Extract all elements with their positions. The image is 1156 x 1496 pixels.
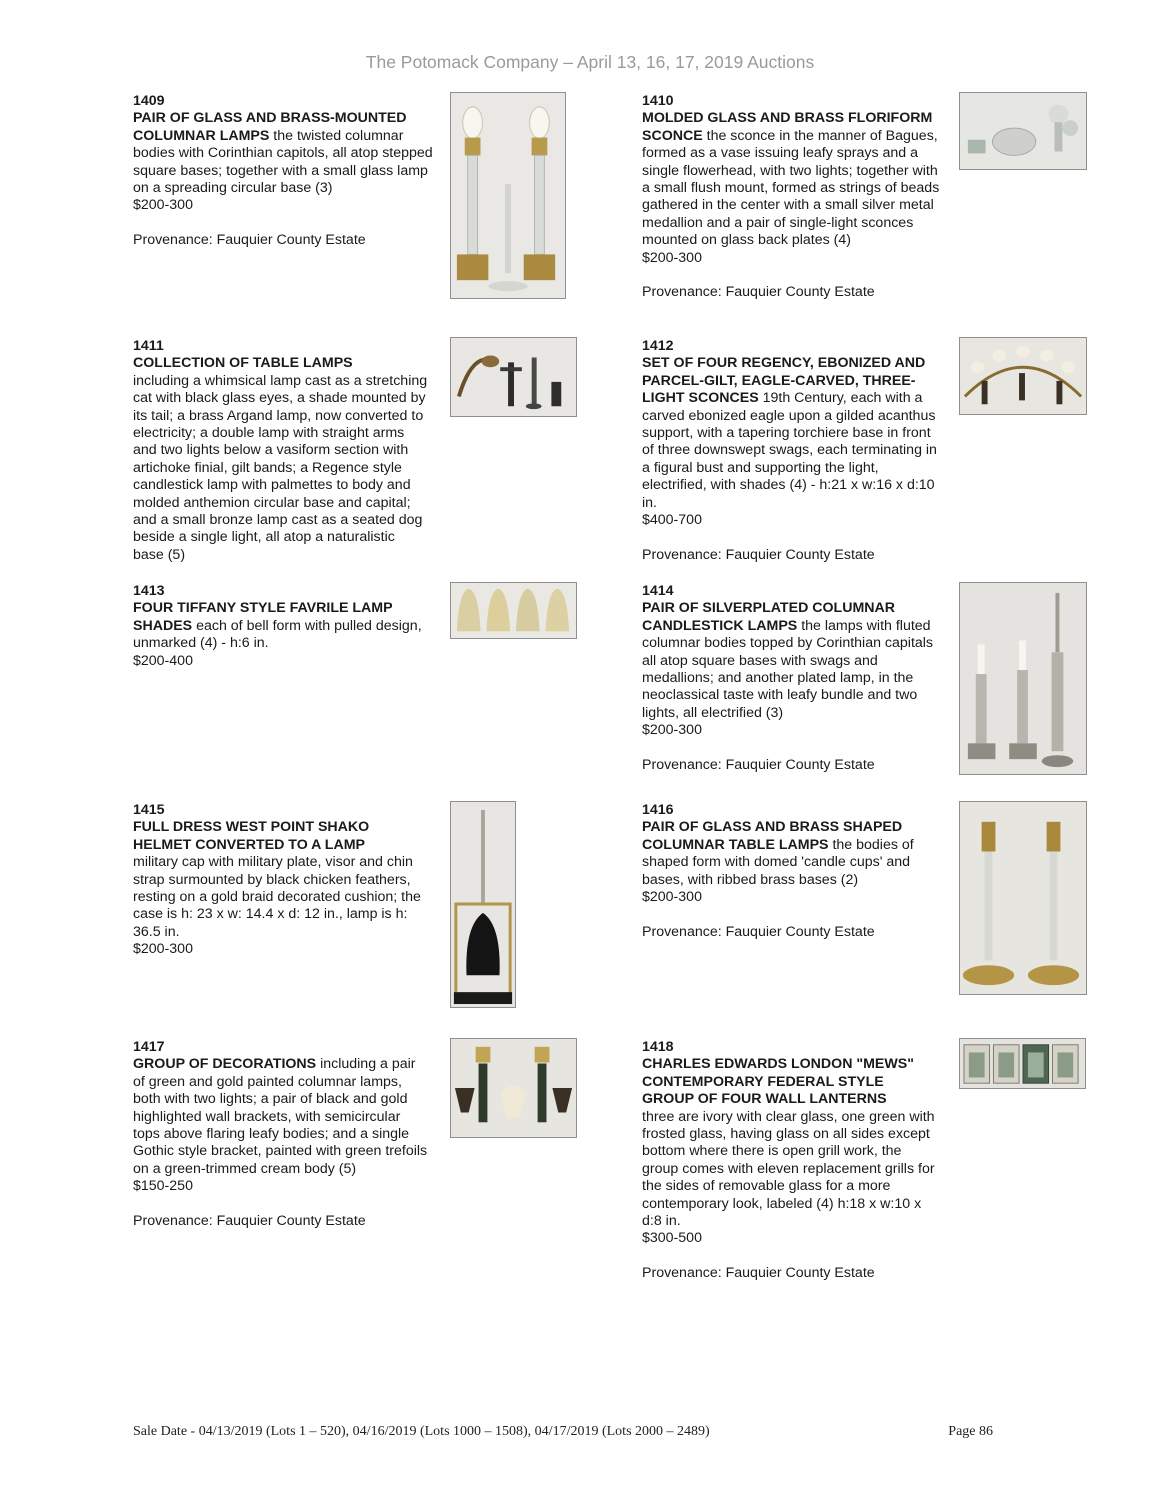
lot-estimate: $200-400: [133, 652, 193, 669]
lot-1415: [133, 802, 429, 959]
lot-estimate: $200-300: [642, 889, 702, 906]
lot-1411: [133, 338, 428, 564]
lot-description: military cap with military plate, visor and chin strap surmounted by black chicken feathers, resting on a gold braid decorated cushion; the case is h: 23 x w: 14.4 x d: 12 in., lamp is h: 36.5 in.: [133, 854, 421, 940]
lot-estimate: $200-300: [642, 249, 702, 266]
lot-estimate: $300-500: [642, 1230, 702, 1247]
lot-title: PAIR OF SILVERPLATED COLUMNAR CANDLESTICK LAMPS: [642, 600, 896, 634]
lot-1410: [642, 93, 942, 302]
lot-1412: [642, 338, 942, 564]
page-number: Page 86: [948, 1424, 993, 1439]
lot-number: 1417: [133, 1039, 165, 1055]
lot-number: 1413: [133, 583, 165, 599]
lot-1416: [642, 802, 938, 941]
lot-number: 1411: [133, 338, 164, 354]
lot-description: the bodies of shaped form with domed 'candle cups' and bases, with ribbed brass bases (2): [642, 836, 914, 888]
lot-1418: [642, 1039, 938, 1283]
lot-title: SET OF FOUR REGENCY, EBONIZED AND PARCEL-GILT, EAGLE-CARVED, THREE-LIGHT SCONCES: [642, 355, 926, 407]
lot-estimate: $200-300: [133, 197, 193, 214]
lot-number: 1410: [642, 93, 674, 109]
lot-description: including a whimsical lamp cast as a stretching cat with black glass eyes, a shade mounted by its tail; a brass Argand lamp, now converted to electricity; a double lamp with straight arms and two lights below a vasiform section with artichoke finial, gilt bands; a Regence style candlestick lamp with palmettes to body and molded anthemion circular base and capital; and a small bronze lamp cast as a seated dog beside a single light, all atop a naturalistic base (5): [133, 372, 428, 563]
lot-provenance: Provenance: Fauquier County Estate: [642, 1265, 875, 1282]
photo-pair-of-glass-columnar-lamps: [450, 92, 566, 299]
lot-description: three are ivory with clear glass, one green with frosted glass, having glass on all sides except bottom where there is open grill work, the group comes with eleven replacement grills for the sides of removable glass for a more contemporary look, labeled (4) h:18 x w:10 x d:8 in.: [642, 1108, 935, 1230]
lot-number: 1412: [642, 338, 674, 354]
lot-title: FULL DRESS WEST POINT SHAKO HELMET CONVERTED TO A LAMP: [133, 819, 370, 853]
lot-1409: [133, 93, 433, 250]
photo-silverplated-candlestick-lamps: [959, 582, 1087, 775]
photo-group-of-decorations: [450, 1038, 577, 1138]
lot-title: CHARLES EDWARDS LONDON "MEWS" CONTEMPORARY FEDERAL STYLE GROUP OF FOUR WALL LANTERNS: [642, 1056, 914, 1108]
lot-number: 1416: [642, 802, 674, 818]
photo-shako-helmet-lamp: [450, 801, 516, 1008]
lot-estimate: $150-250: [133, 1178, 193, 1195]
photo-glass-brass-table-lamps: [959, 801, 1087, 995]
lot-description: 19th Century, each with a carved ebonized eagle upon a gilded acanthus support, with a tapering torchiere base in front of three downswept swags, each terminating in a figural bust and supporting the light, electrified, with shades (4) - h:21 x w:16 x d:10 in.: [642, 390, 937, 511]
lot-provenance: Provenance: Fauquier County Estate: [642, 284, 875, 301]
lot-description: the twisted columnar bodies with Corinthian capitols, all atop stepped square bases; together with a small glass lamp on a spreading circular base (3): [133, 127, 433, 197]
lot-title: FOUR TIFFANY STYLE FAVRILE LAMP SHADES: [133, 600, 393, 634]
lot-number: 1414: [642, 583, 674, 599]
lot-1414: [642, 583, 942, 774]
photo-four-wall-lanterns: [959, 1038, 1086, 1089]
lot-provenance: Provenance: Fauquier County Estate: [642, 757, 875, 774]
lot-provenance: Provenance: Fauquier County Estate: [642, 546, 875, 563]
lot-title: PAIR OF GLASS AND BRASS-MOUNTED COLUMNAR LAMPS: [133, 110, 407, 144]
lot-title: COLLECTION OF TABLE LAMPS: [133, 355, 353, 372]
lot-estimate: $200-300: [642, 722, 702, 739]
sale-dates: Sale Date - 04/13/2019 (Lots 1 – 520), 04/16/2019 (Lots 1000 – 1508), 04/17/2019 (Lots 2000 – 2489): [133, 1424, 710, 1439]
lot-estimate: $400-700: [642, 512, 702, 529]
lot-provenance: Provenance: Fauquier County Estate: [133, 1213, 366, 1230]
lot-description: each of bell form with pulled design, unmarked (4) - h:6 in.: [133, 617, 422, 652]
photo-four-eagle-sconces: [959, 337, 1087, 415]
page-header: The Potomack Company – April 13, 16, 17, 2019 Auctions: [365, 52, 815, 72]
lot-number: 1418: [642, 1039, 674, 1055]
lot-title: PAIR OF GLASS AND BRASS SHAPED COLUMNAR TABLE LAMPS: [642, 819, 903, 853]
lot-number: 1415: [133, 802, 165, 818]
lot-estimate: $200-300: [133, 941, 193, 958]
lot-1417: [133, 1039, 431, 1230]
photo-four-favrile-shades: [450, 582, 577, 639]
photo-collection-of-table-lamps: [450, 337, 577, 417]
photo-floriform-sconce-group: [959, 92, 1087, 170]
lot-title: MOLDED GLASS AND BRASS FLORIFORM SCONCE: [642, 110, 933, 144]
lot-description: the sconce in the manner of Bagues, formed as a vase issuing leafy sprays and a single flowerhead, with two lights; together with a small flush mount, formed as strings of beads gathered in the center with a small silver metal medallion and a pair of single-light sconces mounted on glass back plates (4): [642, 127, 940, 249]
lot-description: the lamps with fluted columnar bodies topped by Corinthian capitals all atop square bases with swags and medallions; and another plated lamp, in the neoclassical taste with leafy bundle and two lights, all electrified (3): [642, 617, 934, 721]
lot-title: GROUP OF DECORATIONS: [133, 1056, 317, 1073]
lot-number: 1409: [133, 93, 165, 109]
lot-provenance: Provenance: Fauquier County Estate: [642, 923, 875, 940]
lot-provenance: Provenance: Fauquier County Estate: [133, 232, 366, 249]
lot-1413: [133, 583, 423, 670]
lot-description: including a pair of green and gold painted columnar lamps, both with two lights; a pair of black and gold highlighted wall brackets, with semicircular tops above flaring leafy bodies; and a single Gothic style bracket, painted with green trefoils on a green-trimmed cream body (5): [133, 1056, 428, 1177]
